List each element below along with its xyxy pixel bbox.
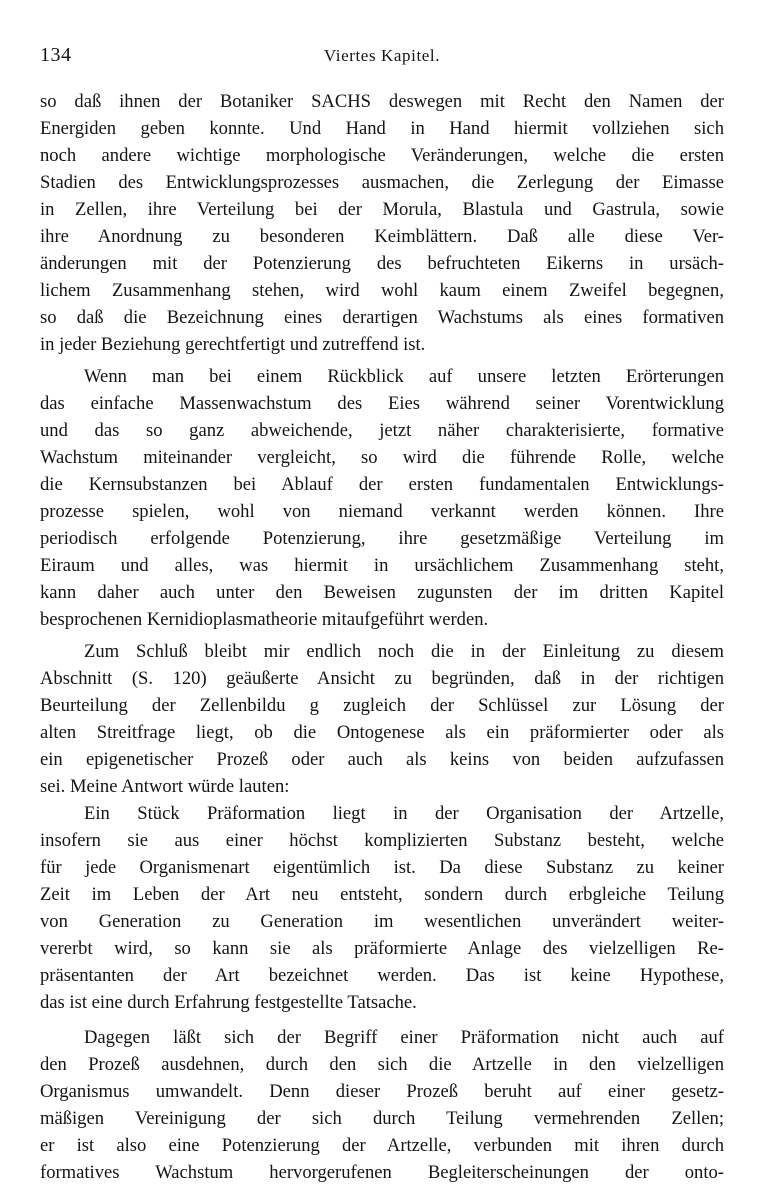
- page-header: [40, 44, 724, 74]
- text-line: insofern sie aus einer höchst komplizierten Substanz besteht, welche: [40, 830, 724, 851]
- text-line: das ist eine durch Erfahrung festgestellte Tatsache.: [40, 992, 417, 1013]
- text-line: ein epigenetischer Prozeß oder auch als keins von beiden aufzufassen: [40, 749, 724, 770]
- text-line: und das so ganz abweichende, jetzt näher charakterisierte, formative: [40, 420, 724, 441]
- paragraph-5: [40, 1024, 724, 1186]
- text-line: prozesse spielen, wohl von niemand verkannt werden können. Ihre: [40, 501, 724, 522]
- text-line: ihre Anordnung zu besonderen Keimblättern. Daß alle diese Ver-: [40, 226, 724, 247]
- text-line: Ein Stück Präformation liegt in der Organisation der Artzelle,: [84, 803, 724, 824]
- text-line: in Zellen, ihre Verteilung bei der Morula, Blastula und Gastrula, sowie: [40, 199, 724, 220]
- text-line: präsentanten der Art bezeichnet werden. Das ist keine Hypothese,: [40, 965, 724, 986]
- text-line: Beurteilung der Zellenbildu g zugleich der Schlüssel zur Lösung der: [40, 695, 724, 716]
- text-line: Wachstum miteinander vergleicht, so wird die führende Rolle, welche: [40, 447, 724, 468]
- text-line: Organismus umwandelt. Denn dieser Prozeß beruht auf einer gesetz-: [40, 1081, 724, 1102]
- book-page: [40, 0, 724, 1200]
- text-line: von Generation zu Generation im wesentlichen unverändert weiter-: [40, 911, 724, 932]
- text-line: mäßigen Vereinigung der sich durch Teilung vermehrenden Zellen;: [40, 1108, 724, 1129]
- text-line: Dagegen läßt sich der Begriff einer Präformation nicht auch auf: [84, 1027, 724, 1048]
- text-line: in jeder Beziehung gerechtfertigt und zutreffend ist.: [40, 334, 426, 355]
- text-line: vererbt wird, so kann sie als präformierte Anlage des vielzelligen Re-: [40, 938, 724, 959]
- text-line: formatives Wachstum hervorgerufenen Begleiterscheinungen der onto-: [40, 1162, 724, 1183]
- text-line: periodisch erfolgende Potenzierung, ihre gesetzmäßige Verteilung im: [40, 528, 724, 549]
- paragraph-1: [40, 88, 724, 358]
- text-line: änderungen mit der Potenzierung des befruchteten Eikerns in ursäch-: [40, 253, 724, 274]
- text-line: die Kernsubstanzen bei Ablauf der ersten fundamentalen Entwicklungs-: [40, 474, 724, 495]
- paragraph-2: [40, 363, 724, 633]
- text-line: noch andere wichtige morphologische Veränderungen, welche die ersten: [40, 145, 724, 166]
- text-line: Abschnitt (S. 120) geäußerte Ansicht zu begründen, daß in der richtigen: [40, 668, 724, 689]
- text-line: so daß die Bezeichnung eines derartigen Wachstums als eines formativen: [40, 307, 724, 328]
- text-line: so daß ihnen der Botaniker SACHS deswegen mit Recht den Namen der: [40, 91, 724, 112]
- text-line: kann daher auch unter den Beweisen zugunsten der im dritten Kapitel: [40, 582, 724, 603]
- text-line: Energiden geben konnte. Und Hand in Hand hiermit vollziehen sich: [40, 118, 724, 139]
- page-number: 134: [40, 44, 72, 66]
- text-line: Wenn man bei einem Rückblick auf unsere letzten Erörterungen: [84, 366, 724, 387]
- running-title: Viertes Kapitel.: [323, 46, 441, 65]
- paragraph-4: [40, 800, 724, 1016]
- text-line: sei. Meine Antwort würde lauten:: [40, 776, 290, 797]
- text-line: Stadien des Entwicklungsprozesses ausmachen, die Zerlegung der Eimasse: [40, 172, 724, 193]
- text-line: für jede Organismenart eigentümlich ist. Da diese Substanz zu keiner: [40, 857, 724, 878]
- text-line: er ist also eine Potenzierung der Artzelle, verbunden mit ihren durch: [40, 1135, 724, 1156]
- text-line: Eiraum und alles, was hiermit in ursächlichem Zusammenhang steht,: [40, 555, 724, 576]
- text-line: alten Streitfrage liegt, ob die Ontogenese als ein präformierter oder als: [40, 722, 724, 743]
- paragraph-3: [40, 638, 724, 800]
- text-line: den Prozeß ausdehnen, durch den sich die Artzelle in den vielzelligen: [40, 1054, 724, 1075]
- text-line: Zum Schluß bleibt mir endlich noch die in der Einleitung zu diesem: [84, 641, 724, 662]
- body-text: [40, 88, 724, 1186]
- text-line: lichem Zusammenhang stehen, wird wohl kaum einem Zweifel begegnen,: [40, 280, 724, 301]
- text-line: Zeit im Leben der Art neu entsteht, sondern durch erbgleiche Teilung: [40, 884, 724, 905]
- text-line: besprochenen Kernidioplasmatheorie mitaufgeführt werden.: [40, 609, 489, 630]
- text-line: das einfache Massenwachstum des Eies während seiner Vorentwicklung: [40, 393, 724, 414]
